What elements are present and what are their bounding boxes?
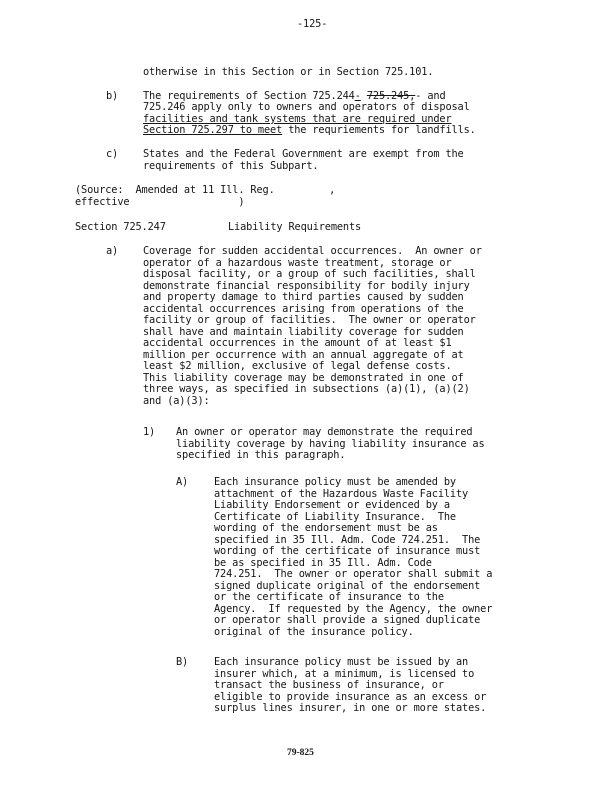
subsection-a-line: million per occurrence with an annual aggregate of at	[143, 348, 464, 361]
subparagraph-A-line: specified in 35 Ill. Adm. Code 724.251. The	[214, 533, 481, 546]
subsection-a-line: least $2 million, exclusive of legal defense costs.	[143, 360, 452, 372]
subparagraph-A-line: Liability Endorsement or evidenced by a	[214, 499, 450, 511]
source-note: (Source: Amended at 11 Ill. Reg. ,	[75, 184, 336, 196]
subsection-a-line: shall have and maintain liability coverage for sudden	[143, 325, 464, 338]
section-heading-title: Liability Requirements	[228, 221, 362, 233]
subsection-a-line: accidental occurrences in the amount of at least $1	[143, 337, 452, 349]
subparagraph-B-line: eligible to provide insurance as an excess or	[214, 690, 487, 703]
subparagraph-A-line: original of the insurance policy.	[214, 625, 414, 638]
subparagraph-B-line: insurer which, at a minimum, is licensed to	[214, 667, 475, 680]
subparagraph-B-line: surplus lines insurer, in one or more states.	[214, 702, 487, 714]
inserted-text: -	[354, 90, 361, 102]
subparagraph-A-line: be as specified in 35 Ill. Adm. Code	[214, 556, 432, 569]
subsection-a-line: demonstrate financial responsibility for bodily injury	[143, 279, 470, 292]
subsection-a-line: Coverage for sudden accidental occurrences. An owner or	[143, 245, 482, 257]
page-footer-code: 79-825	[287, 748, 314, 758]
section-heading-number: Section 725.247	[75, 221, 166, 233]
subparagraph-B-line: Each insurance policy must be issued by an	[214, 656, 469, 668]
paragraph-1-line: An owner or operator may demonstrate the required	[176, 426, 473, 438]
subparagraph-A-line: signed duplicate original of the endorsement	[214, 579, 481, 592]
paragraph-1-line: liability coverage by having liability insurance as	[176, 437, 485, 450]
subsection-b-line: The requirements of Section 725.244- 725.245,- and	[143, 90, 446, 102]
subparagraph-A-line: wording of the certificate of insurance must	[214, 545, 481, 557]
subsection-a-line: three ways, as specified in subsections (a)(1), (a)(2)	[143, 383, 470, 395]
subsection-b-line: 725.246 apply only to owners and operators of disposal	[143, 101, 470, 113]
subsection-a-line: and (a)(3):	[143, 394, 210, 407]
intro-line: otherwise in this Section or in Section 725.101.	[143, 66, 434, 78]
source-note-effective: effective )	[75, 196, 245, 208]
struck-text: 725.245,	[366, 90, 416, 102]
amended-text: The requirements of Section 725.244	[143, 90, 355, 102]
inserted-text: Section 725.297 to meet	[143, 124, 283, 136]
subsection-b-label: b)	[106, 90, 119, 102]
subparagraph-A-line: attachment of the Hazardous Waste Facility	[214, 487, 469, 500]
subsection-c-label: c)	[106, 148, 119, 160]
subparagraph-A-line: wording of the endorsement must be as	[214, 522, 438, 534]
subparagraph-A-line: Agency. If requested by the Agency, the owner	[214, 602, 493, 615]
subsection-c-line: States and the Federal Government are exempt from the	[143, 148, 464, 160]
subsection-a-line: facility or group of facilities. The owner or operator	[143, 314, 476, 326]
paragraph-1-line: specified in this paragraph.	[176, 449, 346, 461]
subsection-a-line: and property damage to third parties caused by sudden	[143, 291, 464, 303]
subsection-b-line: Section 725.297 to meet the requriements for landfills.	[143, 124, 476, 136]
subsection-a-line: disposal facility, or a group of such facilities, shall	[143, 268, 476, 280]
subparagraph-A-line: Certificate of Liability Insurance. The	[214, 510, 456, 523]
subsection-c-line: requirements of this Subpart.	[143, 160, 319, 172]
subparagraph-B-line: transact the business of insurance, or	[214, 679, 444, 691]
subparagraph-A-line: Each insurance policy must be amended by	[214, 476, 456, 488]
page-number: -125-	[297, 18, 328, 30]
paragraph-1-label: 1)	[143, 426, 156, 438]
subparagraph-A-line: or the certificate of insurance to the	[214, 591, 444, 603]
subparagraph-A-line: 724.251. The owner or operator shall submit a	[214, 568, 493, 580]
subsection-a-line: This liability coverage may be demonstrated in one of	[143, 371, 464, 384]
subsection-b-line-inserted: facilities and tank systems that are required under	[143, 113, 452, 125]
subparagraph-A-line: or operator shall provide a signed duplicate	[214, 614, 481, 626]
subsection-a-line: accidental occurrences arising from operations of the	[143, 302, 464, 315]
subsection-a-line: operator of a hazardous waste treatment, storage or	[143, 256, 452, 269]
subparagraph-A-label: A)	[176, 476, 189, 488]
subparagraph-B-label: B)	[176, 656, 189, 668]
subsection-a-label: a)	[106, 245, 119, 257]
